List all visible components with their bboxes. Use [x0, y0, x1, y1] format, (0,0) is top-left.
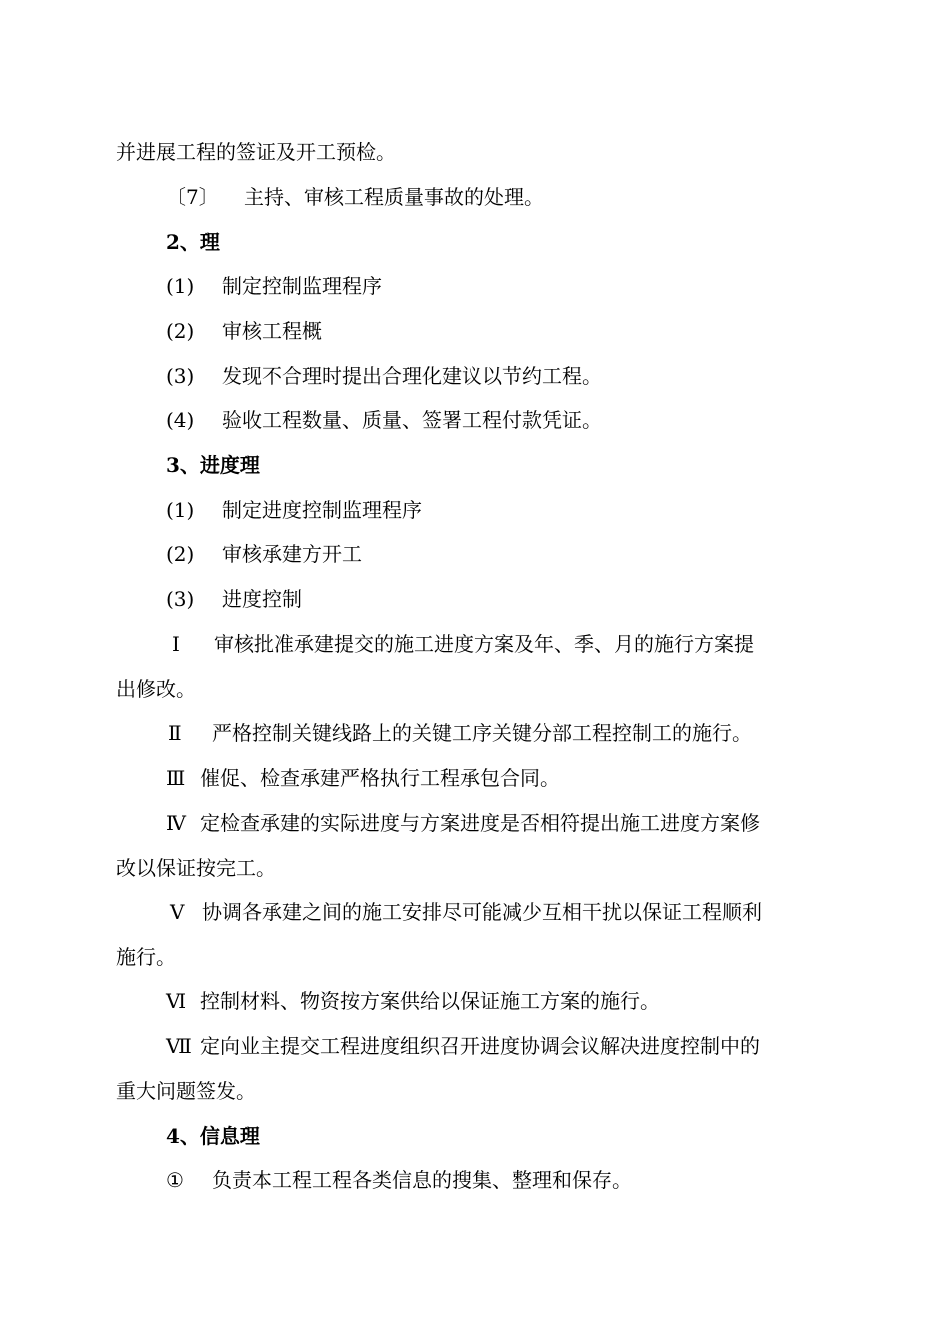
- line-text: 制定进度控制监理程序: [222, 498, 422, 522]
- list-item-2: [166, 318, 322, 344]
- section-heading-schedule: [166, 452, 260, 478]
- line-text: 出修改。: [116, 677, 196, 701]
- list-item-1: [166, 497, 422, 523]
- heading-text: 3、进度理: [166, 453, 260, 477]
- line-text: 负责本工程工程各类信息的搜集、整理和保存。: [212, 1168, 632, 1192]
- roman-item-6: [166, 988, 660, 1014]
- list-marker: ①: [166, 1168, 184, 1192]
- paragraph-continuation: [116, 944, 176, 970]
- line-text: 审核工程概: [222, 319, 322, 343]
- list-marker: Ⅱ: [168, 721, 182, 745]
- line-text: 并进展工程的签证及开工预检。: [116, 140, 396, 164]
- line-text: 改以保证按完工。: [116, 856, 276, 880]
- roman-item-5: [170, 899, 762, 925]
- line-text: 定向业主提交工程进度组织召开进度协调会议解决进度控制中的: [200, 1034, 760, 1058]
- section-heading-cost: [166, 229, 220, 255]
- list-marker: Ⅲ: [166, 766, 186, 790]
- list-marker: (2): [166, 542, 195, 566]
- line-text: 重大问题签发。: [116, 1079, 256, 1103]
- line-text: 施行。: [116, 945, 176, 969]
- list-marker: (1): [166, 274, 195, 298]
- line-text: 严格控制关键线路上的关键工序关键分部工程控制工的施行。: [212, 721, 752, 745]
- section-heading-information: [166, 1123, 260, 1149]
- line-text: 审核承建方开工: [222, 542, 362, 566]
- list-item-4: [166, 407, 602, 433]
- roman-item-3: [166, 765, 560, 791]
- list-item-2: [166, 541, 362, 567]
- roman-item-1: [172, 631, 754, 657]
- list-marker: (3): [166, 587, 195, 611]
- roman-item-7: [166, 1033, 760, 1059]
- list-marker: Ⅴ: [170, 900, 185, 924]
- roman-item-4: [166, 810, 760, 836]
- list-marker: 〔7〕: [166, 185, 219, 209]
- list-item-1: [166, 273, 382, 299]
- line-text: 验收工程数量、质量、签署工程付款凭证。: [222, 408, 602, 432]
- list-marker: (4): [166, 408, 195, 432]
- line-text: 进度控制: [222, 587, 302, 611]
- list-marker: Ⅳ: [166, 811, 186, 835]
- list-item-7: [166, 184, 544, 210]
- paragraph-continuation: [116, 1078, 256, 1104]
- list-item-3: [166, 586, 302, 612]
- list-marker: (3): [166, 364, 195, 388]
- line-text: 审核批准承建提交的施工进度方案及年、季、月的施行方案提: [214, 632, 754, 656]
- paragraph-continuation: [116, 139, 396, 165]
- line-text: 主持、审核工程质量事故的处理。: [244, 185, 544, 209]
- list-marker: Ⅰ: [172, 632, 180, 656]
- line-text: 发现不合理时提出合理化建议以节约工程。: [222, 364, 602, 388]
- roman-item-2: [168, 720, 752, 746]
- heading-text: 4、信息理: [166, 1124, 260, 1148]
- paragraph-continuation: [116, 855, 276, 881]
- heading-text: 2、理: [166, 230, 220, 254]
- line-text: 催促、检查承建严格执行工程承包合同。: [200, 766, 560, 790]
- line-text: 协调各承建之间的施工安排尽可能减少互相干扰以保证工程顺利: [202, 900, 762, 924]
- paragraph-continuation: [116, 676, 196, 702]
- list-marker: (1): [166, 498, 195, 522]
- list-marker: (2): [166, 319, 195, 343]
- circled-item-1: [166, 1167, 632, 1193]
- list-item-3: [166, 363, 602, 389]
- line-text: 定检查承建的实际进度与方案进度是否相符提出施工进度方案修: [200, 811, 760, 835]
- list-marker: Ⅵ: [166, 989, 187, 1013]
- line-text: 控制材料、物资按方案供给以保证施工方案的施行。: [200, 989, 660, 1013]
- list-marker: Ⅶ: [166, 1034, 192, 1058]
- line-text: 制定控制监理程序: [222, 274, 382, 298]
